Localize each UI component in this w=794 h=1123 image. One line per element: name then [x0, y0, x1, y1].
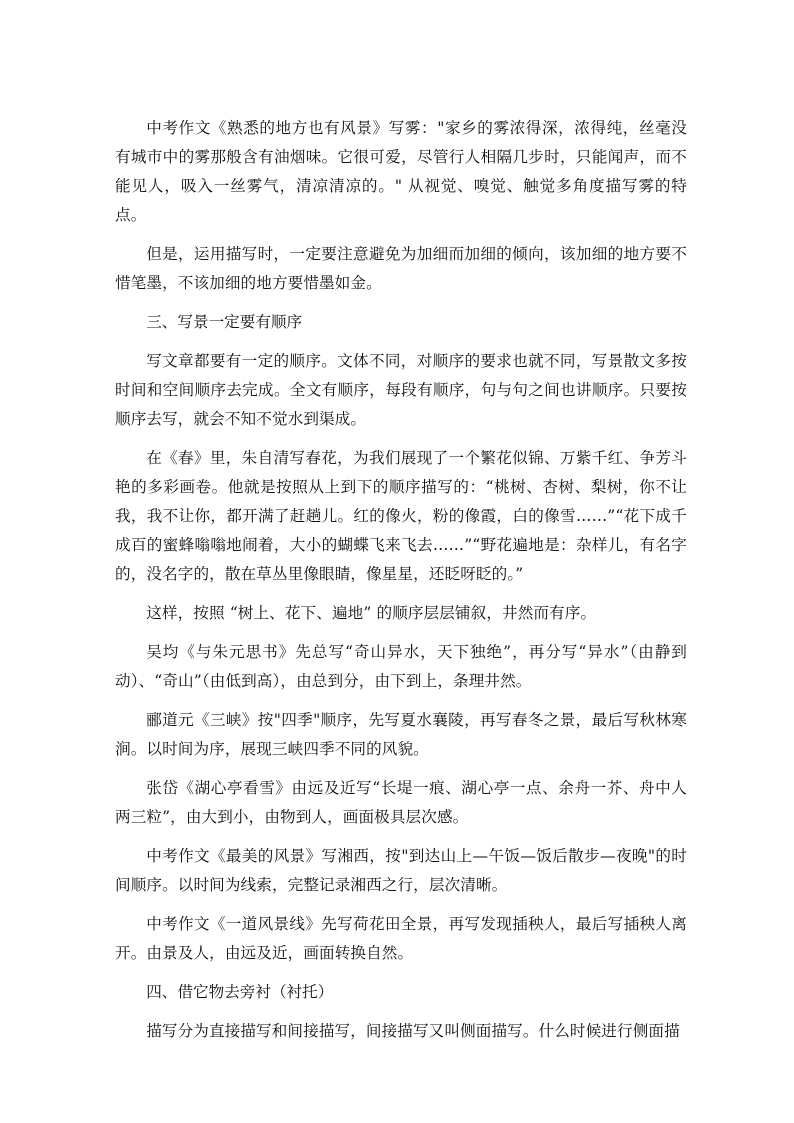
paragraph-lake-pavilion-example: 张岱《湖心亭看雪》由远及近写“长堤一痕、湖心亭一点、余舟一芥、舟中人两三粒”，由大到小，由物到人，画面极具层次感。 — [115, 779, 687, 826]
paragraph-detail-caution: 但是，运用描写时，一定要注意避免为加细而加细的倾向，该加细的地方要不惜笔墨，不该加细的地方要惜墨如金。 — [115, 245, 687, 292]
document-body — [115, 114, 687, 1056]
paragraph-three-gorges-example: 郦道元《三峡》按"四季"顺序，先写夏水襄陵，再写春冬之景，最后写秋林寒涧。以时间为序，展现三峡四季不同的风貌。 — [115, 711, 687, 758]
paragraph-indirect-description: 描写分为直接描写和间接描写，间接描写又叫侧面描写。什么时候进行侧面描 — [146, 1022, 680, 1040]
section-heading-contrast: 四、借它物去旁衬（衬托） — [146, 983, 334, 1001]
paragraph-order-intro: 写文章都要有一定的顺序。文体不同，对顺序的要求也就不同，写景散文多按时间和空间顺序去完成。全文有顺序，每段有顺序，句与句之间也讲顺序。只要按顺序去写，就会不知不觉水到渠成。 — [115, 352, 687, 428]
paragraph-fog-example: 中考作文《熟悉的地方也有风景》写雾："家乡的雾浓得深，浓得纯，丝毫没有城市中的雾那般含有油烟味。它很可爱，尽管行人相隔几步时，只能闻声，而不能见人，吸入一丝雾气，清凉清凉的。" 从视觉、嗅觉、触觉多角度描写雾的特点。 — [115, 119, 687, 224]
paragraph-spring-example: 在《春》里，朱自清写春花，为我们展现了一个繁花似锦、万紫千红、争芳斗艳的多彩画卷。他就是按照从上到下的顺序描写的：“桃树、杏树、梨树，你不让我，我不让你，都开满了赶趟儿。红的像火，粉的像霞，白的像雪……”“花下成千成百的蜜蜂嗡嗡地闹着，大小的蝴蝶飞来飞去……”“野花遍地是：杂样儿，有名字的，没名字的，散在草丛里像眼睛，像星星，还眨呀眨的。” — [115, 449, 687, 583]
paragraph-xiangxi-example: 中考作文《最美的风景》写湘西，按"到达山上—午饭—饭后散步—夜晚"的时间顺序。以时间为线索，完整记录湘西之行，层次清晰。 — [115, 847, 687, 894]
paragraph-scenery-line-example: 中考作文《一道风景线》先写荷花田全景，再写发现插秧人，最后写插秧人离开。由景及人，由远及近，画面转换自然。 — [115, 915, 687, 962]
paragraph-spring-summary: 这样，按照 “树上、花下、遍地” 的顺序层层铺叙，井然而有序。 — [146, 604, 597, 622]
section-heading-order: 三、写景一定要有顺序 — [146, 313, 303, 331]
paragraph-wujun-example: 吴均《与朱元思书》先总写“奇山异水，天下独绝”，再分写“异水”（由静到动）、“奇山”（由低到高），由总到分，由下到上，条理井然。 — [115, 643, 687, 690]
